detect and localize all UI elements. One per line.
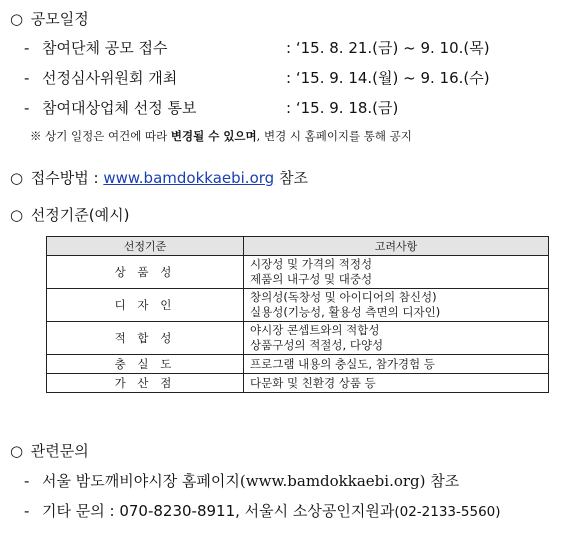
criteria-table [46, 236, 549, 393]
schedule-label: 참여단체 공모 접수 [42, 39, 168, 57]
table-row [47, 374, 549, 393]
schedule-row [24, 97, 196, 118]
section-title: 공모일정 [30, 10, 89, 28]
detail-line: 제품의 내구성 및 대중성 [250, 272, 373, 286]
contact-line-phone [24, 500, 501, 521]
detail-line: 상품구성의 적절성, 다양성 [250, 338, 384, 352]
detail-line: 창의성(독창성 및 아이디어의 참신성) [250, 290, 437, 304]
contact-url[interactable]: (www.bamdokkaebi.org) [239, 472, 426, 490]
criterion-detail [244, 256, 549, 289]
schedule-value [286, 97, 398, 118]
criterion-name: 충 실 도 [47, 355, 244, 374]
contact-label: 기타 문의 : [42, 502, 120, 520]
criterion-detail [244, 355, 549, 374]
section-method [10, 167, 308, 188]
date-range: ‘15. 9. 18.(금) [295, 99, 399, 117]
note-emphasis: 변경될 수 있으며 [170, 129, 257, 143]
schedule-value [286, 37, 490, 58]
table-header-row [47, 237, 549, 256]
circle-bullet-icon: ○ [10, 206, 24, 224]
note-suffix: , 변경 시 홈페이지를 통해 공지 [256, 129, 412, 143]
schedule-note [30, 128, 412, 144]
schedule-row [24, 67, 177, 88]
criterion-detail [244, 322, 549, 355]
column-header: 선정기준 [47, 237, 244, 256]
criterion-name: 적 합 성 [47, 322, 244, 355]
date-range: ‘15. 9. 14.(월) ~ 9. 16.(수) [295, 69, 490, 87]
table-row [47, 256, 549, 289]
schedule-label: 참여대상업체 선정 통보 [42, 99, 197, 117]
section-title: 접수방법 : [30, 169, 99, 187]
section-criteria-header [10, 204, 129, 225]
contact-suffix: 참조 [425, 472, 460, 490]
contact-line-website [24, 470, 459, 491]
detail-line: 실용성(기능성, 활용성 측면의 디자인) [250, 305, 441, 319]
dash-bullet: - [24, 99, 30, 117]
section-contact-header [10, 440, 89, 461]
criterion-name: 디 자 인 [47, 289, 244, 322]
circle-bullet-icon: ○ [10, 442, 24, 460]
section-title: 관련문의 [30, 442, 89, 460]
circle-bullet-icon: ○ [10, 169, 24, 187]
criterion-detail [244, 374, 549, 393]
note-prefix: ※ 상기 일정은 여건에 따라 [30, 129, 171, 143]
separator: : [286, 39, 292, 57]
criterion-detail [244, 289, 549, 322]
schedule-value [286, 67, 490, 88]
dash-bullet: - [24, 39, 30, 57]
department-phone: (02-2133-5560) [394, 504, 501, 520]
phone-number: 070-8230-8911, [119, 502, 245, 520]
section-schedule-header [10, 8, 89, 29]
date-range: ‘15. 8. 21.(금) ~ 9. 10.(목) [295, 39, 490, 57]
website-link[interactable]: www.bamdokkaebi.org [103, 169, 275, 187]
schedule-label: 선정심사위원회 개최 [42, 69, 178, 87]
detail-line: 프로그램 내용의 충실도, 참가경험 등 [250, 356, 435, 371]
schedule-row [24, 37, 167, 58]
dash-bullet: - [24, 472, 30, 490]
table-row [47, 289, 549, 322]
dash-bullet: - [24, 69, 30, 87]
separator: : [286, 99, 292, 117]
criterion-name: 상 품 성 [47, 256, 244, 289]
circle-bullet-icon: ○ [10, 10, 24, 28]
detail-line: 야시장 콘셉트와의 적합성 [250, 323, 380, 337]
department-name: 서울시 소상공인지원과 [244, 502, 395, 520]
section-title: 선정기준(예시) [30, 206, 130, 224]
detail-line: 다문화 및 친환경 상품 등 [250, 375, 376, 390]
criterion-name: 가 산 점 [47, 374, 244, 393]
detail-line: 시장성 및 가격의 적정성 [250, 257, 373, 271]
dash-bullet: - [24, 502, 30, 520]
table-row [47, 355, 549, 374]
separator: : [286, 69, 292, 87]
contact-text: 서울 밤도깨비야시장 홈페이지 [42, 472, 240, 490]
column-header: 고려사항 [244, 237, 549, 256]
method-suffix: 참조 [278, 169, 308, 187]
table-row [47, 322, 549, 355]
